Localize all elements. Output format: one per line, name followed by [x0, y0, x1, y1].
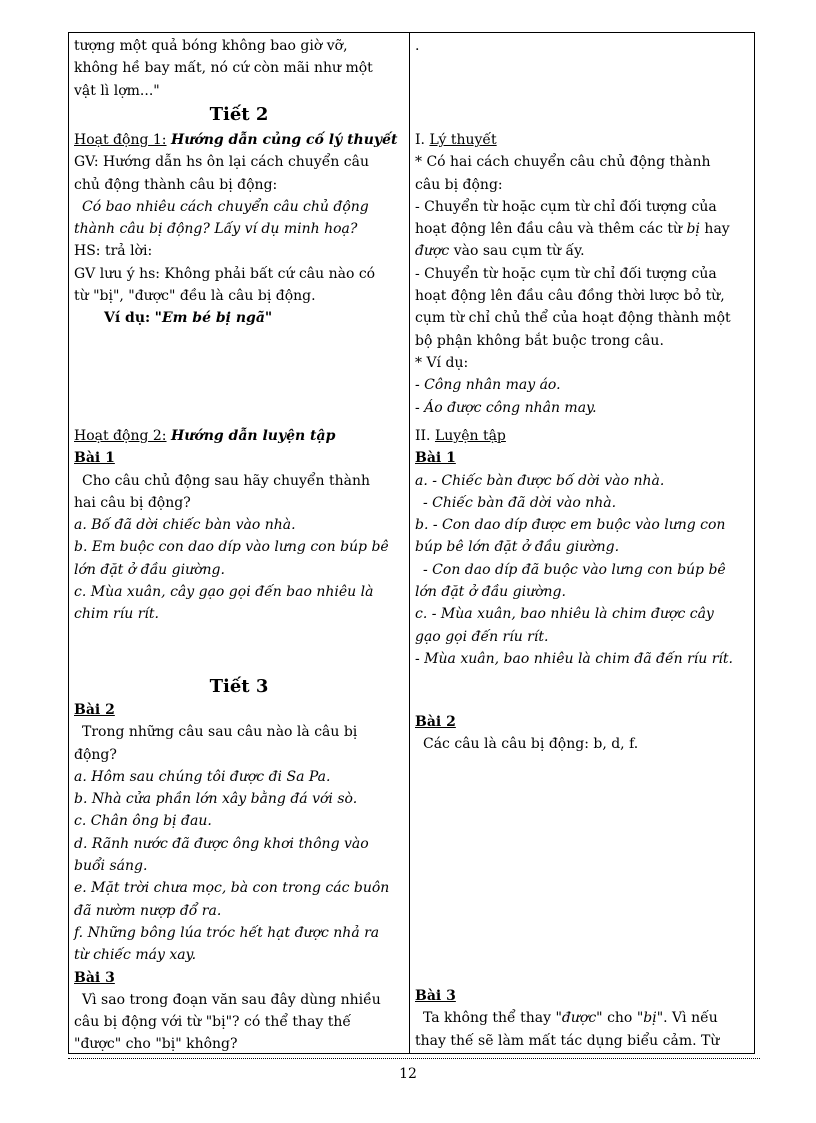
bai-1-answer: gạo gọi đến ríu rít. [415, 628, 549, 645]
bai-3-answer-title: Bài 3 [415, 988, 456, 1004]
bai-1-item: b. Em buộc con dao díp vào lưng con búp bê [74, 539, 389, 556]
bai-2-item: a. Hôm sau chúng tôi được đi Sa Pa. [74, 768, 331, 785]
hoat-dong-2-title: Hướng dẫn luyện tập [170, 428, 336, 444]
intro-text [74, 35, 404, 102]
hoat-dong-2-label: Hoạt động 2: [74, 428, 167, 444]
hoat-dong-1 [74, 129, 404, 330]
example-line: - Áo được công nhân may. [415, 399, 597, 416]
question-line: thành câu bị động? Lấy ví dụ minh hoạ? [74, 221, 358, 238]
gv-note-line: từ "bị", "được" đều là câu bị động. [74, 288, 316, 305]
bai-1-answer: b. - Con dao díp được em buộc vào lưng con [415, 517, 726, 534]
gv-line: GV: Hướng dẫn hs ôn lại cách chuyển câu [74, 154, 370, 171]
bai-2-item: d. Rãnh nước đã được ông khơi thông vào [74, 835, 369, 852]
way-1-hay: hay [704, 221, 730, 238]
bai-3-duoc: "được" [555, 1010, 603, 1027]
bai-1-prompt: hai câu bị động? [74, 494, 191, 511]
section-1-number: I. [415, 132, 425, 148]
hs-answer: HS: trả lời: [74, 243, 153, 260]
bai-2-item: đã nườm nượp đổ ra. [74, 902, 222, 919]
bai-3-right [415, 985, 749, 1052]
bai-3-bi: "bị" [636, 1010, 664, 1027]
bai-3-prompt: câu bị động với từ "bị"? có thể thay thế [74, 1014, 352, 1031]
way-2-line: hoạt động lên đầu câu đồng thời lược bỏ từ, [415, 288, 725, 305]
way-1-line: - Chuyển từ hoặc cụm từ chỉ đối tượng của [415, 198, 717, 215]
hoat-dong-2 [74, 425, 404, 626]
ly-thuyet [415, 129, 749, 419]
bai-2-answer-title: Bài 2 [415, 714, 456, 730]
theory-line: * Có hai cách chuyển câu chủ động thành [415, 154, 711, 171]
bai-2-item: c. Chân ông bị đau. [74, 813, 212, 830]
bai-2-prompt: động? [74, 746, 117, 763]
intro-line: không hề bay mất, nó cứ còn mãi như một [74, 60, 373, 77]
bai-2-answer: Các câu là câu bị động: b, d, f. [423, 736, 639, 753]
bai-1-answer: - Chiếc bàn đã dời vào nhà. [423, 494, 617, 511]
section-2-number: II. [415, 428, 431, 444]
hoat-dong-1-title: Hướng dẫn củng cố lý thuyết [170, 132, 398, 148]
tiet-3-heading: Tiết 3 [209, 676, 269, 697]
way-2-line: - Chuyển từ hoặc cụm từ chỉ đối tượng của [415, 265, 717, 282]
bai-2-item: e. Mặt trời chưa mọc, bà con trong các buôn [74, 880, 390, 897]
bai-1-item: a. Bố đã dời chiếc bàn vào nhà. [74, 517, 296, 534]
gv-note-line: GV lưu ý hs: Không phải bất cứ câu nào có [74, 265, 376, 282]
bai-1-answer: a. - Chiếc bàn được bố dời vào nhà. [415, 472, 665, 489]
vidu-label: * Ví dụ: [415, 354, 469, 371]
right-column [410, 33, 754, 1053]
bai-1-prompt: Cho câu chủ động sau hãy chuyển thành [82, 472, 371, 489]
way-1-duoc: được [415, 243, 450, 260]
bai-1-item: c. Mùa xuân, cây gạo gọi đến bao nhiêu là [74, 584, 374, 601]
bai-1-item: lớn đặt ở đầu giường. [74, 561, 225, 578]
way-2-line: bộ phận không bắt buộc trong câu. [415, 332, 664, 349]
bai-3-answer-text: . Vì nếu [663, 1010, 718, 1027]
bai-2-item: buổi sáng. [74, 858, 148, 875]
theory-line: câu bị động: [415, 176, 503, 193]
bai-2-item: b. Nhà cửa phần lớn xây bằng đá với sò. [74, 791, 358, 808]
tiet-2-heading: Tiết 2 [209, 104, 269, 125]
bai-1-answer: lớn đặt ở đầu giường. [415, 584, 566, 601]
way-2-line: cụm từ chỉ chủ thể của hoạt động thành một [415, 310, 731, 327]
luyen-tap [415, 425, 749, 670]
bai-3-prompt: "được" cho "bị" không? [74, 1036, 238, 1053]
bai-2-title: Bài 2 [74, 702, 115, 718]
bai-1-answer: búp bê lớn đặt ở đầu giường. [415, 539, 620, 556]
bai-3-answer-text: Ta không thể thay [423, 1010, 552, 1027]
intro-line: tượng một quả bóng không bao giờ vỡ, [74, 38, 348, 54]
continuation-dot: . [415, 38, 420, 54]
bai-1-answer: - Con dao díp đã buộc vào lưng con búp bê [423, 561, 726, 578]
bai-3-cho: cho [607, 1010, 633, 1027]
bai-1-answer-title: Bài 1 [415, 450, 456, 467]
example-line: - Công nhân may áo. [415, 377, 561, 394]
bai-1-title: Bài 1 [74, 450, 115, 467]
way-1-after: vào sau cụm từ ấy. [453, 243, 585, 260]
bai-2-left [74, 699, 404, 1053]
intro-line: vật lì lợm..." [74, 82, 160, 99]
vidu-text: "Em bé bị ngã" [154, 310, 273, 327]
hoat-dong-1-label: Hoạt động 1: [74, 132, 167, 148]
bai-1-answer: c. - Mùa xuân, bao nhiêu là chim được cây [415, 606, 714, 623]
bai-2-prompt: Trong những câu sau câu nào là câu bị [82, 724, 358, 741]
bai-3-title: Bài 3 [74, 969, 115, 986]
bai-2-item: từ chiếc máy xay. [74, 947, 197, 964]
way-1-bi: bị [686, 221, 700, 238]
way-1-line: hoạt động lên đầu câu và thêm các từ [415, 221, 683, 238]
bai-3-prompt: Vì sao trong đoạn văn sau đây dùng nhiều [82, 991, 381, 1008]
gv-line: chủ động thành câu bị động: [74, 176, 278, 193]
bai-2-item: f. Những bông lúa tróc hết hạt được nhả ra [74, 924, 380, 941]
vidu-label: Ví dụ: [104, 310, 151, 327]
bai-1-answer: - Mùa xuân, bao nhiêu là chim đã đến ríu rít. [415, 650, 733, 667]
left-column [69, 33, 409, 1053]
question-line: Có bao nhiêu cách chuyển câu chủ động [82, 198, 369, 215]
lesson-table [68, 32, 755, 1054]
footer-rule [68, 1058, 760, 1059]
section-1-title: Lý thuyết [429, 132, 497, 148]
page-number: 12 [399, 1066, 417, 1082]
bai-1-item: chim ríu rít. [74, 606, 159, 623]
section-2-title: Luyện tập [434, 428, 506, 444]
bai-2-right [415, 711, 749, 756]
bai-3-answer-text: thay thế sẽ làm mất tác dụng biểu cảm. Từ [415, 1032, 720, 1049]
